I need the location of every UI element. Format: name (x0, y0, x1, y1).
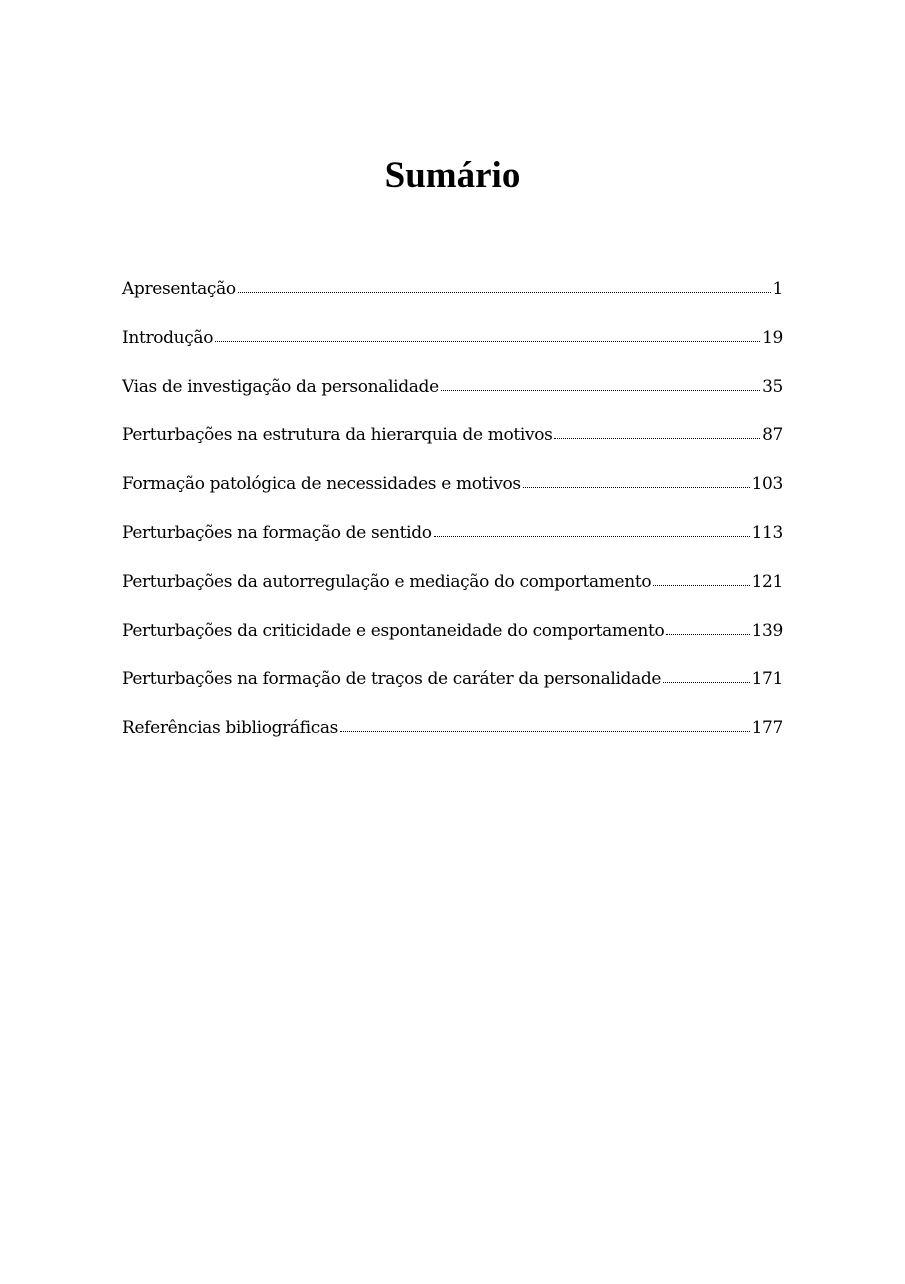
toc-dot-leader (523, 475, 750, 489)
toc-entry-label: Perturbações na estrutura da hierarquia de motivos (122, 425, 553, 446)
toc-dot-leader (340, 719, 750, 733)
toc-entry (122, 372, 783, 421)
toc-entry-page: 121 (751, 571, 783, 592)
toc-dot-leader (663, 670, 749, 684)
toc-entry-page: 139 (751, 620, 783, 641)
toc-entry-label: Perturbações na formação de traços de caráter da personalidade (122, 669, 662, 690)
toc-entry-label: Apresentação (122, 279, 236, 299)
toc-entry (122, 664, 783, 713)
toc-entry (122, 713, 783, 762)
toc-entry-label: Perturbações da criticidade e espontaneidade do comportamento (122, 620, 665, 641)
toc-entry (122, 616, 783, 665)
toc-entry (122, 469, 783, 518)
toc-entry-page: 177 (751, 718, 783, 739)
toc-entry-label: Formação patológica de necessidades e motivos (122, 474, 521, 495)
toc-entry-page: 35 (762, 376, 783, 397)
toc-entry-label: Perturbações da autorregulação e mediação do comportamento (122, 571, 652, 592)
toc-entry-label: Vias de investigação da personalidade (122, 376, 439, 397)
page-title: Sumário (384, 155, 521, 196)
toc-dot-leader (434, 524, 750, 538)
toc-dot-leader (441, 378, 760, 392)
toc-dot-leader (666, 622, 749, 636)
toc-entry (122, 567, 783, 616)
toc-dot-leader (653, 573, 749, 587)
toc-entry-page: 113 (751, 522, 783, 543)
toc-entry-label: Referências bibliográficas (122, 718, 339, 739)
toc-entry (122, 420, 783, 469)
toc-dot-leader (215, 329, 760, 343)
toc-entry (122, 518, 783, 567)
toc-entry-page: 1 (772, 279, 783, 299)
table-of-contents (122, 274, 783, 762)
toc-entry-page: 87 (762, 425, 783, 446)
toc-entry-page: 19 (762, 327, 783, 348)
toc-dot-leader (238, 280, 771, 294)
toc-entry-label: Perturbações na formação de sentido (122, 522, 432, 543)
toc-entry (122, 323, 783, 372)
toc-entry-page: 171 (751, 669, 783, 690)
toc-dot-leader (554, 426, 760, 440)
toc-entry-page: 103 (751, 474, 783, 495)
toc-entry (122, 274, 783, 323)
toc-entry-label: Introdução (122, 327, 214, 348)
